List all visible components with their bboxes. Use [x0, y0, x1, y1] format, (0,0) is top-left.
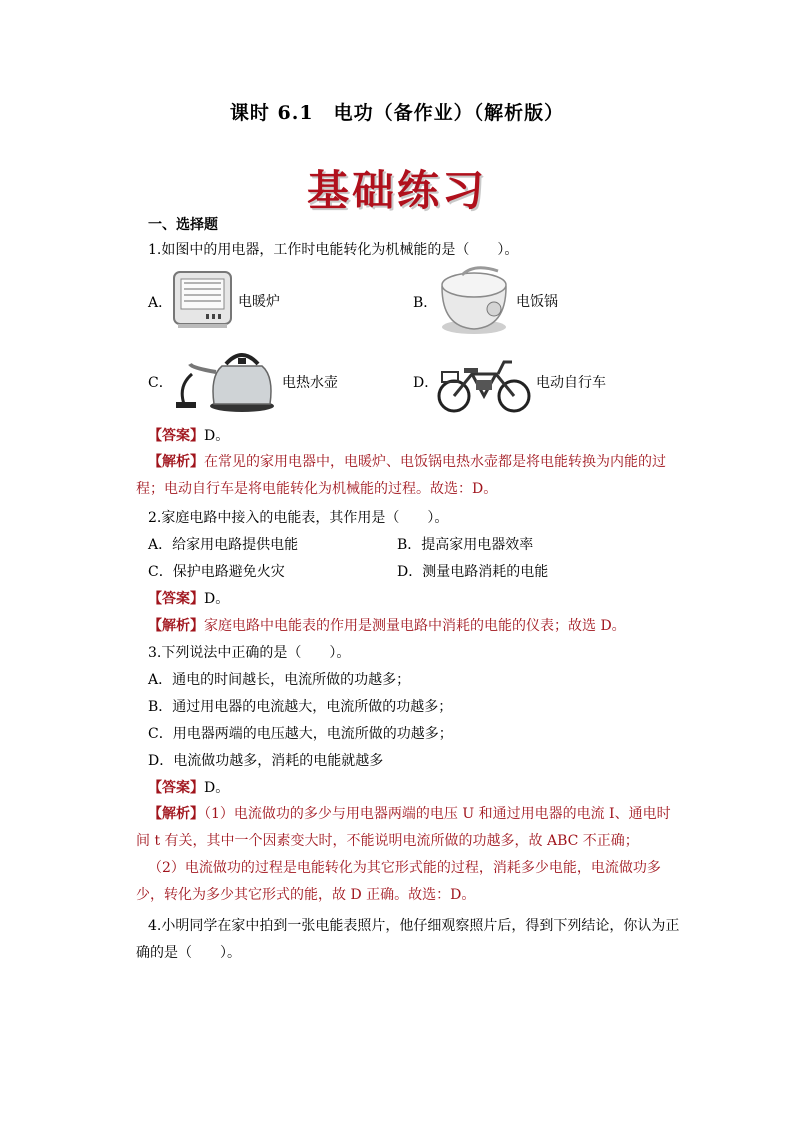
q2-option-c: C．保护电路避免火灾 [148, 564, 285, 580]
q3-option-d: D．电流做功越多，消耗的电能就越多 [148, 753, 384, 769]
page-title: 课时 6.1 电功（备作业）（解析版） [229, 102, 565, 124]
q2-answer: 【答案】D。 [148, 591, 230, 607]
q1-option-b-label: 电饭锅 [516, 294, 558, 310]
q1-option-c-label: 电热水壶 [282, 375, 338, 391]
q2-option-d: D．测量电路消耗的电能 [397, 564, 549, 580]
q3-answer: 【答案】D。 [148, 780, 230, 796]
heater-icon [170, 268, 235, 330]
q2-option-a: A．给家用电路提供电能 [148, 537, 299, 553]
q3-option-b: B．通过用电器的电流越大，电流所做的功越多； [148, 699, 453, 715]
q2-option-b: B．提高家用电器效率 [397, 537, 534, 553]
q1-option-d-letter: D． [413, 375, 439, 391]
q3-option-a: A．通电的时间越长，电流所做的功越多； [148, 672, 411, 688]
q1-option-a-label: 电暖炉 [238, 294, 280, 310]
question-4-stem: 4.小明同学在家中拍到一张电能表照片，他仔细观察照片后，得到下列结论，你认为正确的是（ ）。 [136, 918, 680, 961]
q2-analysis: 【解析】家庭电路中电能表的作用是测量电路中消耗的电能的仪表；故选 D。 [148, 618, 626, 634]
q1-analysis: 【解析】在常见的家用电器中，电暖炉、电饭锅电热水壶都是将电能转换为内能的过程；电动自行车是将电能转化为机械能的过程。故选：D。 [136, 454, 666, 497]
section-heading: 一、选择题 [148, 217, 218, 233]
q1-option-c-letter: C． [148, 375, 173, 391]
question-2-stem: 2.家庭电路中接入的电能表，其作用是（ ）。 [148, 510, 449, 526]
rice-cooker-icon [434, 265, 514, 337]
e-bike-icon [434, 356, 534, 414]
question-1-stem: 1.如图中的用电器，工作时电能转化为机械能的是（ ）。 [148, 242, 519, 258]
q3-analysis-part1: 【解析】（1）电流做功的多少与用电器两端的电压 U 和通过用电器的电流 I、通电时间 t 有关，其中一个因素变大时，不能说明电流所做的功越多，故 ABC 不正确； [136, 806, 671, 849]
q3-analysis-part2: （2）电流做功的过程是电能转化为其它形式能的过程，消耗多少电能，电流做功多少，转化为多少其它形式的能，故 D 正确。故选：D。 [136, 860, 661, 903]
question-3-stem: 3.下列说法中正确的是（ ）。 [148, 645, 351, 661]
kettle-icon [172, 346, 282, 416]
section-banner: 基础练习 [306, 166, 487, 215]
q1-option-b-letter: B． [413, 295, 438, 311]
q3-option-c: C．用电器两端的电压越大，电流所做的功越多； [148, 726, 453, 742]
q1-option-a-letter: A． [148, 295, 173, 311]
q1-option-d-label: 电动自行车 [536, 375, 606, 391]
q1-answer: 【答案】D。 [148, 428, 230, 444]
